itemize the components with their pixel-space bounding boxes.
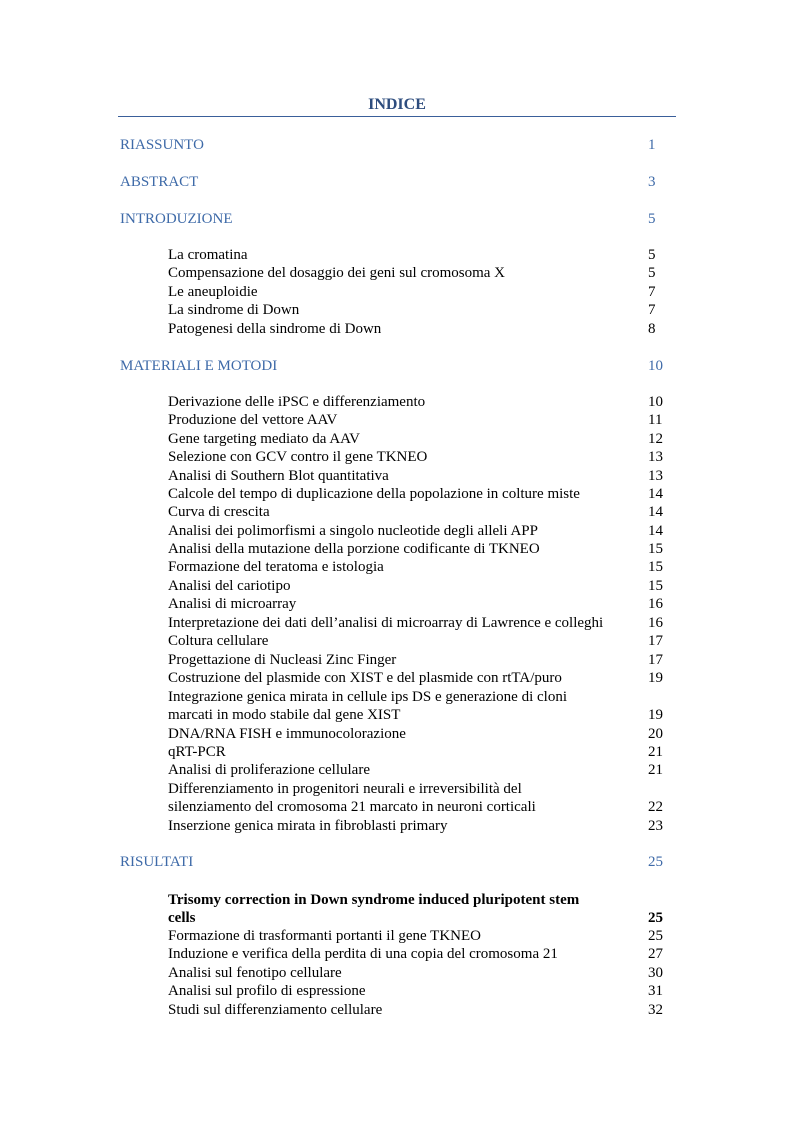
toc-entry-label: Selezione con GCV contro il gene TKNEO xyxy=(168,449,428,465)
toc-entry-label: Compensazione del dosaggio dei geni sul cromosoma X xyxy=(168,265,506,281)
toc-entry-page: 7 xyxy=(648,284,656,300)
toc-entry-label: DNA/RNA FISH e immunocolorazione xyxy=(168,726,406,742)
toc-entry-label: Formazione del teratoma e istologia xyxy=(168,559,384,575)
toc-chapter-label: INTRODUZIONE xyxy=(120,211,233,227)
toc-entry-label: Interpretazione dei dati dell’analisi di microarray di Lawrence e colleghi xyxy=(168,615,604,631)
toc-chapter-label: RISULTATI xyxy=(120,854,194,870)
toc-entry-page: 32 xyxy=(648,1002,663,1018)
toc-entry-label: Analisi dei polimorfismi a singolo nucleotide degli alleli APP xyxy=(168,523,538,539)
toc-entry-page: 12 xyxy=(648,431,663,447)
toc-entry-page: 17 xyxy=(648,633,663,649)
toc-entry-label: Patogenesi della sindrome di Down xyxy=(168,321,382,337)
toc-entry-page: 20 xyxy=(648,726,663,742)
toc-entry-label: Analisi di microarray xyxy=(168,596,297,612)
toc-entry-label: Integrazione genica mirata in cellule ips DS e generazione di cloni xyxy=(168,689,568,705)
toc-entry-page: 13 xyxy=(648,449,663,465)
toc-entry-label: qRT-PCR xyxy=(168,744,226,760)
toc-entry-page: 19 xyxy=(648,707,663,723)
toc-entry-label: Derivazione delle iPSC e differenziamento xyxy=(168,394,426,410)
toc-chapter-page: 5 xyxy=(648,211,656,227)
toc-entry-label: Coltura cellulare xyxy=(168,633,269,649)
toc-entry-label: Trisomy correction in Down syndrome induced pluripotent stem xyxy=(168,892,580,908)
toc-entry-label: Calcole del tempo di duplicazione della popolazione in colture miste xyxy=(168,486,580,502)
toc-entry-label: Formazione di trasformanti portanti il gene TKNEO xyxy=(168,928,481,944)
toc-entry-page: 16 xyxy=(648,596,663,612)
toc-entry-label: Studi sul differenziamento cellulare xyxy=(168,1002,383,1018)
toc-entry-label: Produzione del vettore AAV xyxy=(168,412,338,428)
toc-entry-page: 14 xyxy=(648,504,663,520)
toc-entry-page: 31 xyxy=(648,983,663,999)
toc-entry-label: Costruzione del plasmide con XIST e del plasmide con rtTA/puro xyxy=(168,670,562,686)
toc-entry-page: 15 xyxy=(648,559,663,575)
toc-entry-label: cells xyxy=(168,910,196,926)
toc-entry-page: 13 xyxy=(648,468,663,484)
toc-entry-page: 5 xyxy=(648,247,656,263)
toc-entry-page: 16 xyxy=(648,615,663,631)
toc-chapter-label: MATERIALI E MOTODI xyxy=(120,358,278,374)
toc-entry-page: 19 xyxy=(648,670,663,686)
toc-entry-page: 17 xyxy=(648,652,663,668)
toc-entry-page: 30 xyxy=(648,965,663,981)
toc-entry-label: La cromatina xyxy=(168,247,248,263)
toc-chapter-label: ABSTRACT xyxy=(120,174,199,190)
toc-entry-label: Inserzione genica mirata in fibroblasti primary xyxy=(168,818,448,834)
toc-entry-label: silenziamento del cromosoma 21 marcato in neuroni corticali xyxy=(168,799,536,815)
toc-entry-label: Analisi sul profilo di espressione xyxy=(168,983,366,999)
toc-entry-page: 21 xyxy=(648,744,663,760)
toc-chapter-page: 3 xyxy=(648,174,656,190)
toc-entry-page: 22 xyxy=(648,799,663,815)
toc-entry-label: Analisi di Southern Blot quantitativa xyxy=(168,468,389,484)
toc-entry-label: Le aneuploidie xyxy=(168,284,258,300)
toc-entry-page: 14 xyxy=(648,486,663,502)
toc-entry-page: 7 xyxy=(648,302,656,318)
toc-entry-page: 11 xyxy=(648,412,663,428)
toc-entry-label: Analisi sul fenotipo cellulare xyxy=(168,965,342,981)
toc-entry-label: Curva di crescita xyxy=(168,504,270,520)
toc-entry-label: Analisi della mutazione della porzione codificante di TKNEO xyxy=(168,541,540,557)
toc-entry-label: marcati in modo stabile dal gene XIST xyxy=(168,707,401,723)
toc-chapter-page: 10 xyxy=(648,358,663,374)
toc-chapter-label: RIASSUNTO xyxy=(120,137,204,153)
toc-entry-label: Progettazione di Nucleasi Zinc Finger xyxy=(168,652,397,668)
toc-entry-page: 21 xyxy=(648,762,663,778)
toc-entry-page: 15 xyxy=(648,578,663,594)
toc-chapter-page: 25 xyxy=(648,854,663,870)
toc-entry-page: 8 xyxy=(648,321,656,337)
toc-entry-page: 15 xyxy=(648,541,663,557)
toc-entry-label: Gene targeting mediato da AAV xyxy=(168,431,360,447)
toc-entry-page: 14 xyxy=(648,523,663,539)
toc-entry-page: 10 xyxy=(648,394,663,410)
toc-entry-page: 23 xyxy=(648,818,663,834)
toc-entry-label: Analisi del cariotipo xyxy=(168,578,291,594)
toc-title: INDICE xyxy=(368,96,426,113)
toc-chapter-page: 1 xyxy=(648,137,656,153)
toc-entry-page: 27 xyxy=(648,946,663,962)
toc-entry-label: Analisi di proliferazione cellulare xyxy=(168,762,370,778)
toc-entry-label: La sindrome di Down xyxy=(168,302,300,318)
toc-entry-page: 25 xyxy=(648,910,663,926)
toc-entry-page: 5 xyxy=(648,265,656,281)
toc-entry-label: Differenziamento in progenitori neurali e irreversibilità del xyxy=(168,781,522,797)
toc-entry-label: Induzione e verifica della perdita di una copia del cromosoma 21 xyxy=(168,946,558,962)
toc-entry-page: 25 xyxy=(648,928,663,944)
